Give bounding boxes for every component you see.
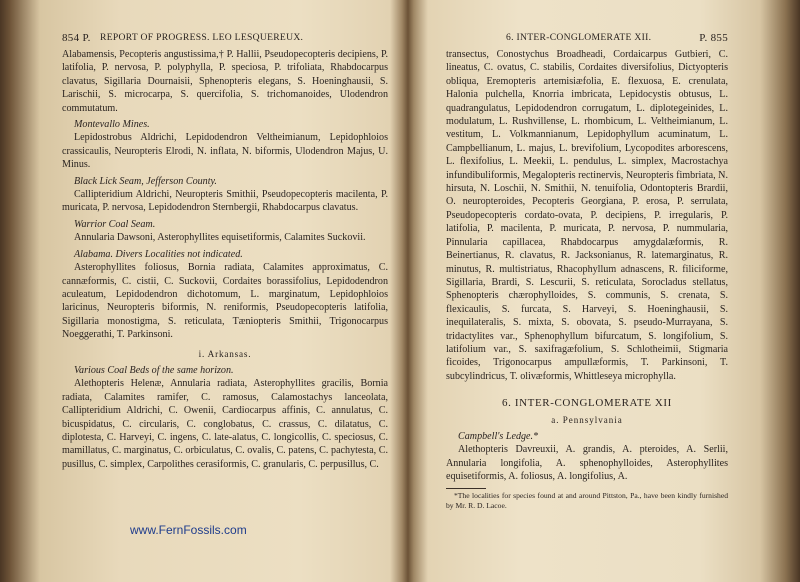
locality-heading: Various Coal Beds of the same horizon.	[74, 364, 234, 376]
right-page-body	[446, 48, 728, 511]
left-page-header	[62, 30, 388, 48]
chapter-title: 6. INTER-CONGLOMERATE XII	[502, 397, 672, 410]
locality-heading: Black Lick Seam, Jefferson County.	[74, 175, 217, 187]
left-page-body	[62, 48, 388, 471]
subsection-heading: a. Pennsylvania	[551, 414, 623, 425]
footnote-rule	[446, 488, 486, 489]
locality-heading: Montevallo Mines.	[74, 119, 150, 131]
text-paragraph: Asterophyllites foliosus, Bornia radiata, Calamites approximatus, C. cannæformis, C. cistii, C. Suckovii, Cordaites borassifolius, Lepidodendron aculeatum, Lepidodendron dichotomum, L. marginatum, Lepidophloios laricinus, Neuropteris biformis, N. reniformis, Pseudopecopteris latifolia, Sigillaria monostigma, S. reticulata, Tæniopteris Smithii, Trigonocarpus Noeggerathi, T. Parkinsoni.	[62, 262, 388, 341]
text-paragraph: Lepidostrobus Aldrichi, Lepidodendron Veltheimianum, Lepidophloios crassicaulis, Neuropteris Elrodi, N. inflata, N. biformis, Ulodendron Majus, U. Minus.	[62, 132, 388, 171]
left-running-head: REPORT OF PROGRESS. LEO LESQUEREUX.	[100, 32, 304, 43]
locality-heading: Warrior Coal Seam.	[74, 218, 156, 230]
footnote: *The localities for species found at and around Pittston, Pa., have been kindly furnished by Mr. R. D. Lacoe.	[446, 490, 728, 510]
text-paragraph: transectus, Conostychus Broadheadi, Cordaicarpus Gutbieri, C. lineatus, C. ovatus, C. stabilis, Cordaites diversifolius, Dictyopteris obliqua, Eremopteris artemisiæfolia, E. flexuosa, E. crenulata, Halonia pulchella, Knorria imbricata, Lepidocystis obtusus, L. quadrangulatus, Lepidodendron corrugatum, L. diplotegeinides, L. modulatum, L. Rushvillense, L. rhombicum, L. Veltheimianum, L. vestitum, L. Volkmannianum, Lepidophyllum acuminatum, L. Campbellianum, L. majus, L. brevifolium, Lycopodites arborescens, L. flexifolius, L. Meekii, L. pendulus, L. simplex, Macrostachya infundibuliformis, Megalopteris rectinervis, Neuropteris fimbriata, N. hirsuta, N. Loschii, N. Smithii, N. tenuifolia, Odontopteris Brardii, O. neuropteroides, Pecopteris Georgiana, P. erosa, P. serrulata, Pseudopecopteris cordato-ovata, P. decipiens, P. irregularis, P. latifolia, P. macilenta, P. muricata, P. nervosa, P. nummularia, Pinnularia capillacea, Rhabdocarpus amygdalæformis, R. Beinertianus, R. clavatus, R. Jacksonianus, R. latemarginatus, R. minutus, R. multistriatus, Rhacophyllum adnascens, R. filiciforme, Sigillaria, Brardi, S. Lescurii, S. reticulata, Sorocladus stellatus, Sphenopteris chærophylloides, S. communis, S. crenata, S. flexicaulis, S. furcata, S. Harveyi, S. Hoeninghausii, S. inequilateralis, S. mixta, S. obovata, S. pseudo-Murrayana, S. tridactylites var., Sphenophyllum bifurcatum, S. longifolium, S. latifolium var., S. saxifragæfolium, S. Schlotheimii, Stigmaria ficoides, Trigonocarpus ampullæformis, T. Parkinsoni, T. subcylindricus, T. olivæformis, Whittleseya microphylla.	[446, 49, 728, 382]
locality-heading: Campbell's Ledge.*	[458, 430, 539, 442]
text-paragraph: Alethopteris Davreuxii, A. grandis, A. pteroides, A. Serlii, Annularia longifolia, A. sphenophylloides, Asterophyllites equisetiformis, A. foliosus, A. longifolius, A.	[446, 444, 728, 483]
right-running-head: 6. INTER-CONGLOMERATE XII.	[506, 32, 652, 43]
text-paragraph: Annularia Dawsoni, Asterophyllites equisetiformis, Calamites Suckovii.	[74, 232, 366, 244]
text-paragraph: Callipteridium Aldrichi, Neuropteris Smithii, Pseudopecopteris macilenta, P. muricata, P. nervosa, Lepidodendron Sternbergii, Rhabdocarpus clavatus.	[62, 189, 388, 214]
text-paragraph: Alabamensis, Pecopteris angustissima,† P. Hallii, Pseudopecopteris decipiens, P. latifolia, P. nervosa, P. polyphylla, P. speciosa, P. trifoliata, Rhabdocarpus clavatus, Sigillaria Dournaisii, Sphenopteris elegans, S. Hoeninghausii, S. Larischii, S. microcarpa, S. quercifolia, S. trichomanoides, Ulodendron commutatum.	[62, 49, 388, 114]
left-page	[62, 30, 388, 471]
right-page	[446, 30, 728, 511]
section-heading: i. Arkansas.	[198, 348, 252, 359]
left-page-number: 854 P.	[62, 32, 91, 44]
right-page-number: P. 855	[699, 32, 728, 44]
watermark-url: www.FernFossils.com	[130, 523, 247, 537]
text-paragraph: Alethopteris Helenæ, Annularia radiata, Asterophyllites gracilis, Bornia radiata, Calamites ramifer, C. ramosus, Calamostachys lanceolata, Callipteridium Aldrichi, C. Owenii, Cardiocarpus affinis, C. annulatus, C. bicuspidatus, C. circularis, C. conglobatus, C. crassus, C. dilatatus, C. diplotesta, C. Harveyi, C. ingens, C. late-alatus, C. longicollis, C. speciosus, C. mamillatus, C. marginatus, C. orbiculatus, C. ovalis, C. patens, C. pachytesta, C. pusillus, C. simplex, Carpolithes cerasiformis, C. granularis, C. perpusillus, C.	[62, 378, 388, 470]
right-page-header	[446, 30, 728, 48]
locality-heading: Alabama. Divers Localities not indicated.	[74, 248, 243, 260]
